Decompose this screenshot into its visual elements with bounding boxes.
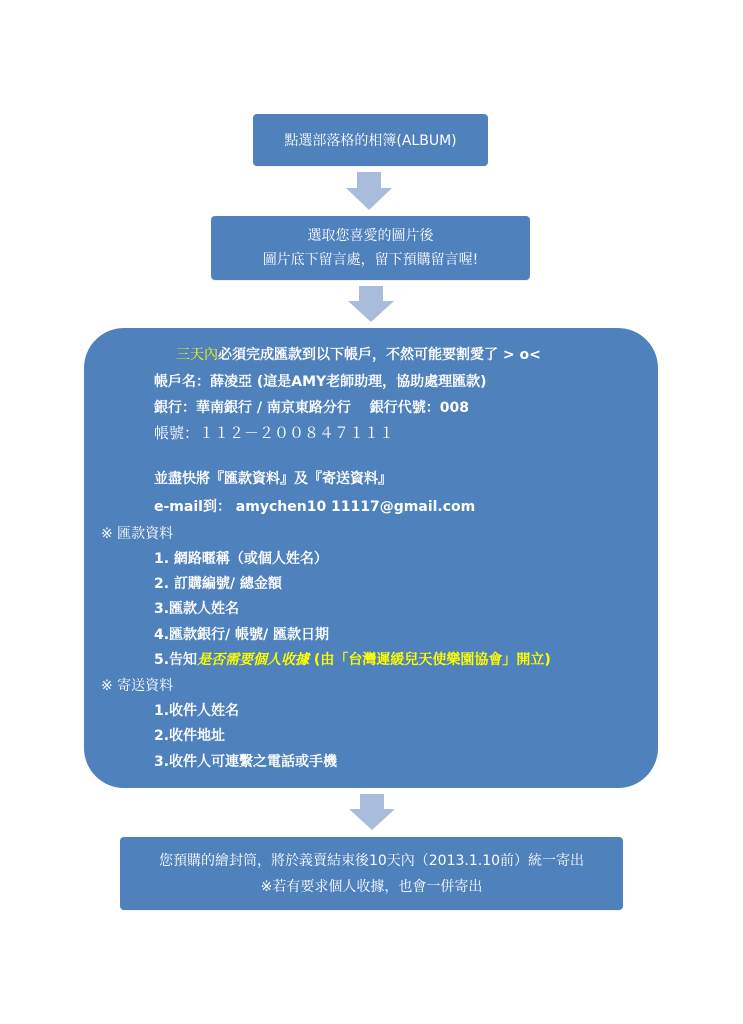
email-line: e-mail到： amychen10 11117@gmail.com — [154, 499, 476, 515]
remit-item: 1. 網路暱稱（或個人姓名） — [154, 551, 328, 567]
down-arrow-icon — [349, 794, 395, 830]
step-1-box — [253, 114, 488, 166]
ship-header: ※ 寄送資料 — [101, 678, 174, 694]
account-name: 帳戶名：薛凌亞 (這是AMY老師助理，協助處理匯款) — [154, 374, 487, 390]
ship-item: 3.收件人可連繫之電話或手機 — [154, 754, 338, 770]
step-4-line-2: ※若有要求個人收據，也會一併寄出 — [260, 878, 483, 895]
step-1-text: 點選部落格的相簿(ALBUM) — [284, 133, 457, 149]
down-arrow-icon — [348, 286, 394, 322]
remit-header: ※ 匯款資料 — [101, 526, 174, 542]
deadline-highlight: 三天內 — [176, 347, 218, 363]
remit-item-5-prefix: 5.告知 — [154, 652, 198, 668]
ship-item: 1.收件人姓名 — [154, 703, 240, 719]
account-number: 帳號：１１２－２００８４７１１１ — [154, 424, 395, 442]
step-2-box — [211, 216, 530, 280]
step-4-line-1: 您預購的繪封筒，將於義賣結束後10天內（2013.1.10前）統一寄出 — [158, 852, 585, 869]
bank-info: 銀行：華南銀行 / 南京東路分行 銀行代號：008 — [154, 400, 469, 416]
deadline-line — [176, 344, 541, 364]
step-2-line-1: 選取您喜愛的圖片後 — [307, 228, 434, 244]
deadline-text: 必須完成匯款到以下帳戶，不然可能要割愛了 > o< — [218, 347, 541, 363]
remit-item-receipt — [154, 649, 551, 669]
ship-item: 2.收件地址 — [154, 728, 226, 744]
remit-item: 4.匯款銀行/ 帳號/ 匯款日期 — [154, 627, 330, 643]
send-note: 並盡快將『匯款資料』及『寄送資料』 — [154, 471, 392, 487]
down-arrow-icon — [346, 172, 392, 210]
step-4-box — [120, 837, 623, 910]
remit-item: 2. 訂購編號/ 總金額 — [154, 576, 282, 592]
receipt-issuer: (由「台灣遲緩兒天使樂園協會」開立) — [309, 652, 551, 668]
payment-instructions-box — [84, 328, 658, 788]
receipt-highlight: 是否需要個人收據 — [197, 652, 310, 668]
step-2-line-2: 圖片底下留言處，留下預購留言喔! — [262, 252, 479, 268]
remit-item: 3.匯款人姓名 — [154, 601, 240, 617]
